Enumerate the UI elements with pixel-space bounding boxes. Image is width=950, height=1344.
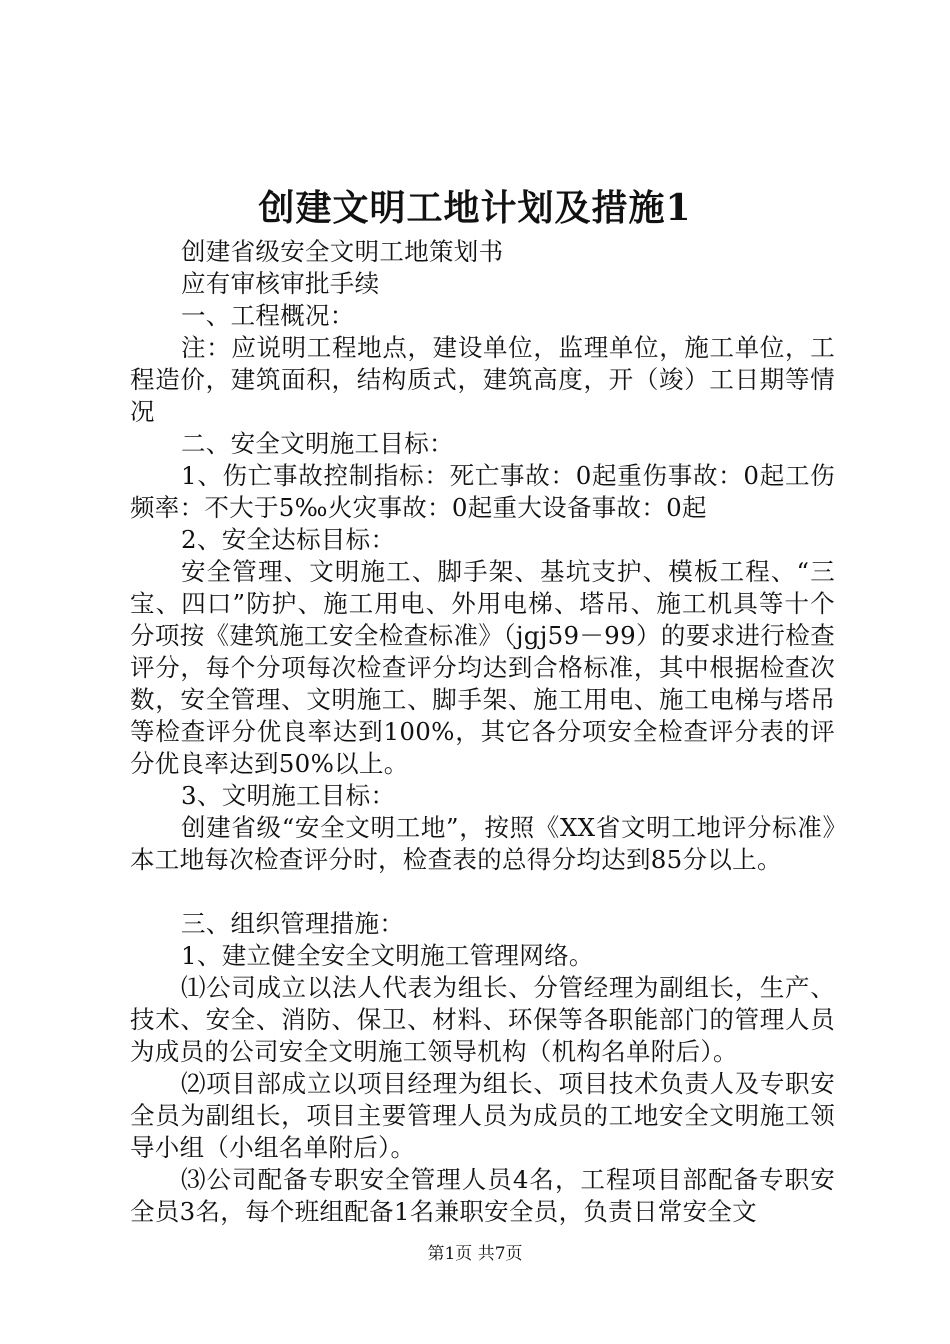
paragraph: ⑵项目部成立以项目经理为组长、项目技术负责人及专职安全员为副组长，项目主要管理人员为成员的工地安全文明施工领导小组（小组名单附后）。 [130, 1069, 835, 1162]
document-body [130, 236, 835, 1228]
document-title: 创建文明工地计划及措施1 [258, 187, 692, 229]
paragraph: 1、伤亡事故控制指标：死亡事故：0起重伤事故：0起工伤频率：不大于5‰火灾事故：0起重大设备事故：0起 [130, 461, 835, 522]
subsection-heading: 3、文明施工目标： [181, 781, 396, 810]
section-heading: 三、组织管理措施： [181, 909, 405, 938]
paragraph: 应有审核审批手续 [181, 269, 380, 298]
paragraph: ⑶公司配备专职安全管理人员4名，工程项目部配备专职安全员3名，每个班组配备1名兼职安全员，负责日常安全文 [130, 1165, 835, 1226]
subsection-heading: 1、建立健全安全文明施工管理网络。 [181, 941, 594, 970]
paragraph: 安全管理、文明施工、脚手架、基坑支护、模板工程、“三宝、四口”防护、施工用电、外用电梯、塔吊、施工机具等十个分项按《建筑施工安全检查标准》（jgj59－99）的要求进行检查评分，每个分项每次检查评分均达到合格标准，其中根据检查次数，安全管理、文明施工、脚手架、施工用电、施工电梯与塔吊等检查评分优良率达到100%，其它各分项安全检查评分表的评分优良率达到50%以上。 [130, 557, 835, 778]
paragraph: ⑴公司成立以法人代表为组长、分管经理为副组长，生产、技术、安全、消防、保卫、材料、环保等各职能部门的管理人员为成员的公司安全文明施工领导机构（机构名单附后）。 [130, 973, 835, 1066]
page-footer: 第1页 共7页 [427, 1244, 523, 1264]
paragraph: 创建省级安全文明工地策划书 [181, 237, 504, 266]
subsection-heading: 2、安全达标目标： [181, 525, 396, 554]
section-heading: 一、工程概况： [181, 301, 355, 330]
paragraph: 注：应说明工程地点，建设单位，监理单位，施工单位，工程造价，建筑面积，结构质式，建筑高度，开（竣）工日期等情况 [130, 333, 835, 426]
paragraph: 创建省级“安全文明工地”，按照《XX省文明工地评分标准》本工地每次检查评分时，检查表的总得分均达到85分以上。 [130, 813, 835, 874]
section-heading: 二、安全文明施工目标： [181, 429, 454, 458]
